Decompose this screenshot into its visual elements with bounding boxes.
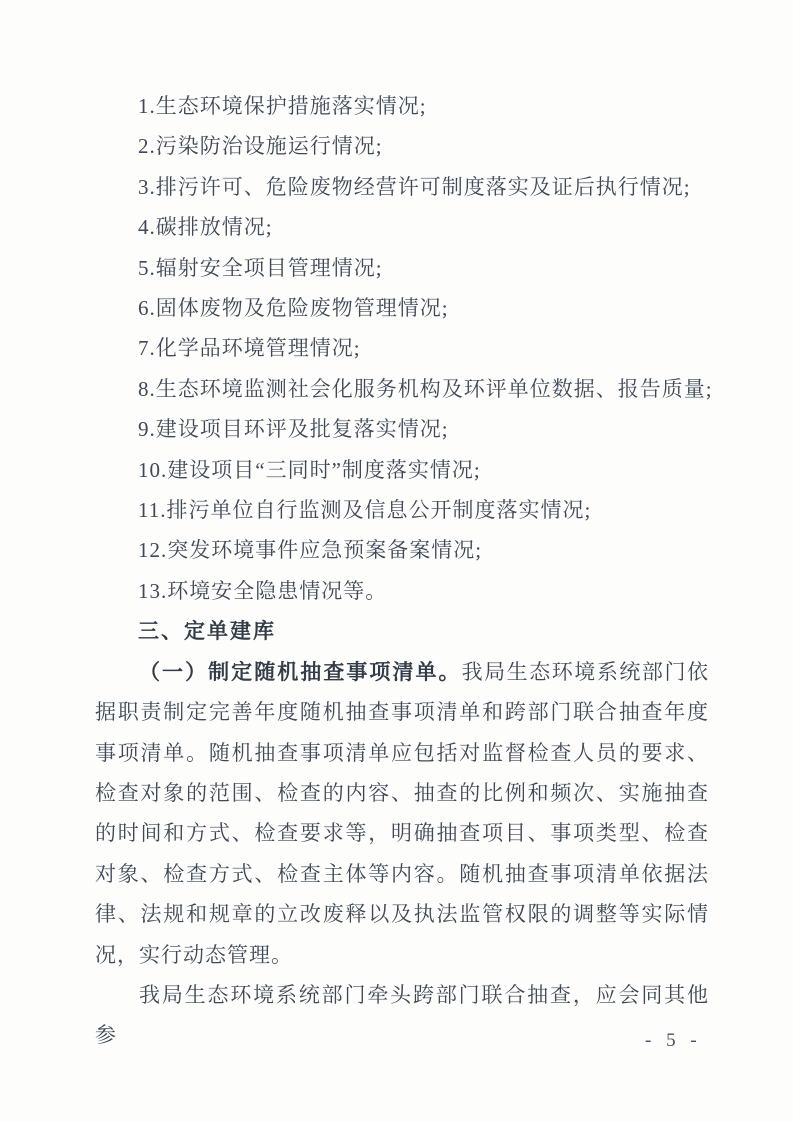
list-item-13: 13.环境安全隐患情况等。 [138,578,388,603]
list-item-10: 10.建设项目“三同时”制度落实情况; [138,457,481,482]
list-item-7: 7.化学品环境管理情况; [138,336,361,361]
list-item-4: 4.碳排放情况; [138,215,273,240]
list-item-5: 5.辐射安全项目管理情况; [138,255,383,280]
list-item-12: 12.突发环境事件应急预案备案情况; [138,538,483,563]
list-item-8: 8.生态环境监测社会化服务机构及环评单位数据、报告质量; [138,376,713,401]
list-item-6: 6.固体废物及危险废物管理情况; [138,296,449,321]
paragraph-1 [95,652,709,975]
paragraph-1-bold-lead: （一）制定随机抽查事项清单。 [139,659,462,684]
list-item-3: 3.排污许可、危险废物经营许可制度落实及证后执行情况; [138,174,691,199]
numbered-list [95,86,713,611]
paragraph-1-body: 我局生态环境系统部门依据职责制定完善年度随机抽查事项清单和跨部门联合抽查年度事项清单。随机抽查事项清单应包括对监督检查人员的要求、检查对象的范围、检查的内容、抽查的比例和频次、实施抽查的时间和方式、检查要求等，明确抽查项目、事项类型、检查对象、检查方式、检查主体等内容。随机抽查事项清单依据法律、法规和规章的立改废释以及执法监管权限的调整等实际情况，实行动态管理。 [95,659,710,967]
list-item-11: 11.排污单位自行监测及信息公开制度落实情况; [138,498,592,523]
document-content [95,86,713,1056]
list-item-9: 9.建设项目环评及批复落实情况; [138,417,449,442]
paragraph-2: 我局生态环境系统部门牵头跨部门联合抽查，应会同其他参 [95,982,709,1048]
page-number: - 5 - [645,1030,702,1051]
list-item-1: 1.生态环境保护措施落实情况; [138,94,427,118]
list-item-2: 2.污染防治设施运行情况; [138,134,383,159]
section-heading: 三、定单建库 [138,619,276,644]
